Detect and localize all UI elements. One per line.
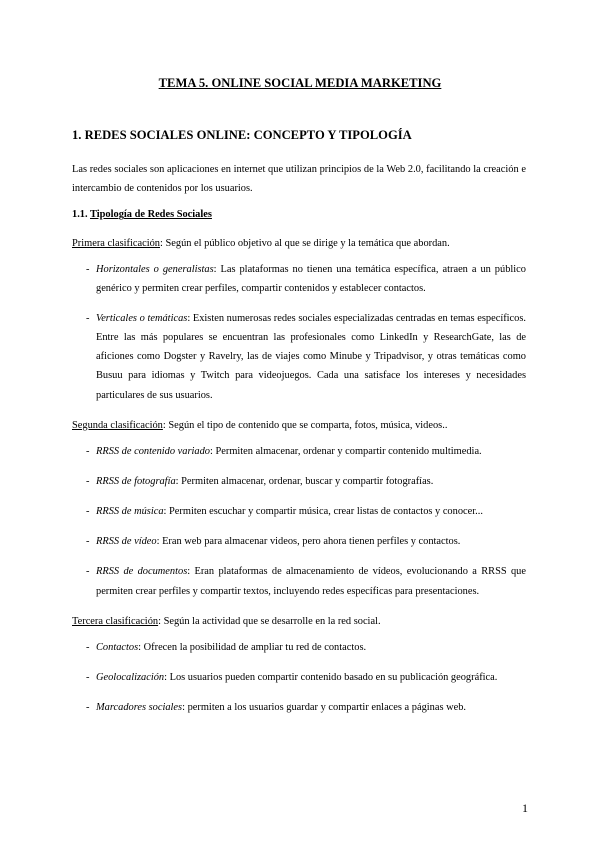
classification-2 (72, 416, 526, 435)
item-term: RRSS de vídeo (96, 536, 157, 548)
item-text: : Eran plataformas de almacenamiento de vídeos, evolucionando a RRSS que permiten crear perfiles y compartir textos, incluyendo redes específicas para presentaciones. (96, 566, 526, 597)
list-item (72, 442, 526, 461)
classification-2-list (72, 442, 526, 601)
bullet-dash: - (86, 536, 90, 548)
list-item (72, 638, 526, 657)
item-text: : Existen numerosas redes sociales especializadas centradas en temas específicos. Entre las más populares se encuentran las profesionales como LinkedIn y ResearchGate, las de aficiones como Dogster y Ravelry, las de viajes como Minube y Tripadvisor, y otras temáticas como Busuu para idiomas y Twitch para videojuegos. Cada una satisface los intereses y necesidades particulares de sus usuarios. (96, 313, 526, 401)
item-term: RRSS de documentos (96, 566, 188, 578)
item-term: Verticales o temáticas (96, 313, 188, 325)
bullet-dash: - (86, 671, 90, 683)
subsection-heading (72, 205, 526, 224)
item-text: : Los usuarios pueden compartir contenido basado en su publicación geográfica. (164, 671, 498, 683)
classification-1-list (72, 260, 526, 405)
bullet-dash: - (86, 506, 90, 518)
section-heading: 1. REDES SOCIALES ONLINE: CONCEPTO Y TIPOLOGÍA (72, 128, 412, 142)
item-text: : permiten a los usuarios guardar y compartir enlaces a páginas web. (182, 702, 467, 714)
bullet-dash: - (86, 263, 90, 275)
item-term: Geolocalización (96, 671, 165, 683)
item-term: RRSS de fotografía (96, 476, 176, 487)
bullet-dash: - (86, 313, 90, 325)
subsection-title: Tipología de Redes Sociales (90, 209, 212, 221)
list-item (72, 532, 526, 551)
item-term: RRSS de contenido variado (96, 445, 210, 457)
page-number: 1 (522, 801, 528, 815)
bullet-dash: - (86, 445, 90, 457)
item-text: : Permiten almacenar, ordenar, buscar y compartir fotografías. (175, 476, 434, 487)
bullet-dash: - (86, 476, 90, 487)
document-body (72, 124, 526, 728)
classification-1 (72, 234, 526, 253)
item-text: : Las plataformas no tienen una temática específica, atraen a un público genérico y permiten crear perfiles, compartir contenidos y establecer contactos. (96, 263, 526, 294)
item-term: Contactos (96, 641, 139, 653)
item-text: : Permiten almacenar, ordenar y compartir contenido multimedia. (209, 445, 482, 457)
list-item (72, 698, 526, 717)
bullet-dash: - (86, 702, 90, 714)
classification-label: Primera clasificación (72, 237, 160, 249)
item-term: RRSS de música (96, 506, 164, 518)
list-item (72, 472, 526, 491)
classification-text: : Según la actividad que se desarrolle en la red social. (158, 615, 381, 627)
intro-paragraph: Las redes sociales son aplicaciones en internet que utilizan principios de la Web 2.0, facilitando la creación e intercambio de contenidos por los usuarios. (72, 164, 526, 195)
item-text: : Permiten escuchar y compartir música, crear listas de contactos y conocer... (163, 506, 483, 518)
list-item (72, 502, 526, 521)
document-title: TEMA 5. ONLINE SOCIAL MEDIA MARKETING (158, 76, 442, 90)
item-text: : Eran web para almacenar videos, pero ahora tienen perfiles y contactos. (156, 536, 461, 548)
list-item (72, 668, 526, 687)
item-term: Marcadores sociales (96, 702, 183, 714)
bullet-dash: - (86, 641, 90, 653)
classification-text: : Según el tipo de contenido que se comparta, fotos, música, videos.. (162, 419, 448, 431)
classification-label: Segunda clasificación (72, 419, 163, 431)
list-item (72, 260, 526, 298)
classification-label: Tercera clasificación (72, 615, 159, 627)
subsection-number: 1.1. (72, 209, 88, 221)
classification-3 (72, 612, 526, 631)
bullet-dash: - (86, 566, 90, 578)
list-item (72, 309, 526, 405)
item-term: Horizontales o generalistas (96, 263, 214, 275)
item-text: : Ofrecen la posibilidad de ampliar tu red de contactos. (138, 641, 367, 653)
list-item (72, 562, 526, 600)
classification-text: : Según el público objetivo al que se dirige y la temática que abordan. (160, 237, 450, 249)
classification-3-list (72, 638, 526, 717)
